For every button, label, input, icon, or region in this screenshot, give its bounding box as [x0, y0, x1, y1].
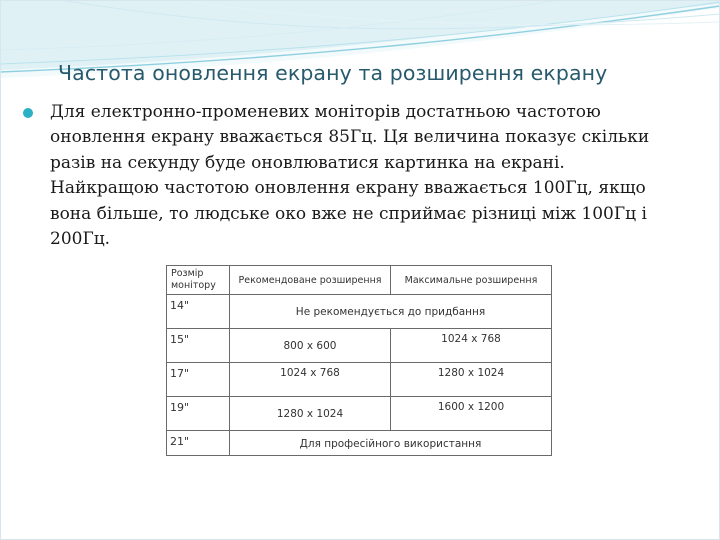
header-monitor-size: Розмір монітору — [167, 266, 230, 295]
table-header-row — [167, 266, 552, 295]
row-size-cell: 19" — [167, 397, 230, 431]
row-maximum-cell: 1600 х 1200 — [391, 397, 552, 431]
header-recommended: Рекомендоване розширення — [230, 266, 391, 295]
table-row — [167, 431, 552, 456]
row-size-cell: 17" — [167, 363, 230, 397]
table-row — [167, 397, 552, 431]
resolution-table — [166, 265, 552, 456]
row-maximum-cell: 1024 х 768 — [391, 329, 552, 363]
slide-title: Частота оновлення екрану та розширення екрану — [58, 61, 608, 85]
table-row — [167, 363, 552, 397]
row-maximum-cell: 1280 х 1024 — [391, 363, 552, 397]
row-size-cell: 14" — [167, 295, 230, 329]
table-row — [167, 295, 552, 329]
row-size-cell: 21" — [167, 431, 230, 456]
row-note-cell: Для професійного використання — [230, 431, 552, 456]
bullet-icon — [23, 108, 33, 118]
row-size-cell: 15" — [167, 329, 230, 363]
header-maximum: Максимальне розширення — [391, 266, 552, 295]
table-row — [167, 329, 552, 363]
body-paragraph: Для електронно-променевих моніторів достатньою частотою оновлення екрану вважається 85Гц. Ця величина показує скільки разів на секунду буде оновлюватися картинка на екрані. Найкращою частотою оновлення екрану вважається 100Гц, якщо вона більше, то людське око вже не сприймає різниці між 100Гц і 200Гц. — [50, 102, 650, 250]
row-recommended-cell: 800 х 600 — [230, 329, 391, 363]
row-recommended-cell: 1024 х 768 — [230, 363, 391, 397]
row-recommended-cell: 1280 х 1024 — [230, 397, 391, 431]
row-note-cell: Не рекомендується до придбання — [230, 295, 552, 329]
